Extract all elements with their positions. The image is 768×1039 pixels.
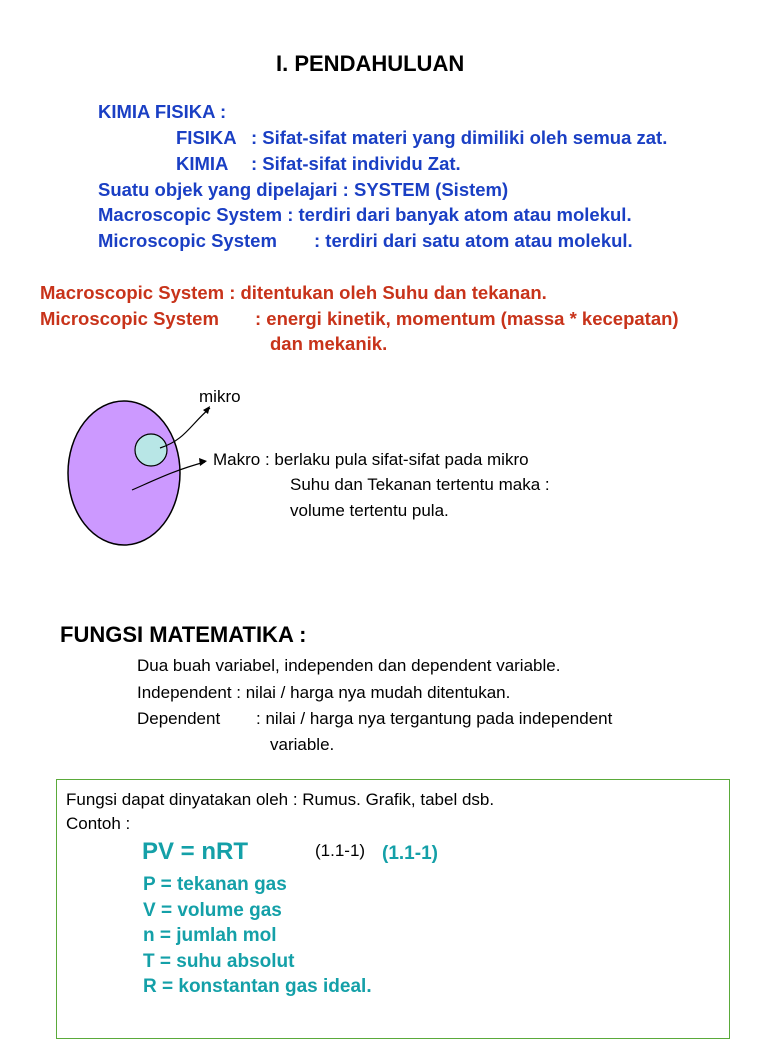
mikro-label: mikro	[199, 387, 241, 406]
dependent-definition: : nilai / harga nya tergantung pada independent	[256, 709, 613, 728]
microscopic-label-red: Microscopic System	[40, 308, 219, 329]
microscopic-label: Microscopic System	[98, 230, 277, 251]
macroscopic-determinants: Macroscopic System : ditentukan oleh Suhu dan tekanan.	[40, 282, 547, 303]
var-t: T = suhu absolut	[143, 951, 295, 972]
macroscopic-definition: Macroscopic System : terdiri dari banyak atom atau molekul.	[98, 204, 632, 225]
box-line-2: Contoh :	[66, 814, 131, 833]
kimia-label: KIMIA	[176, 153, 229, 174]
equation-number-plain: (1.1-1)	[315, 841, 366, 860]
macro-circle	[68, 401, 180, 545]
box-line-1: Fungsi dapat dinyatakan oleh : Rumus. Grafik, tabel dsb.	[66, 790, 495, 809]
dependent-label: Dependent	[137, 709, 221, 728]
makro-line-3: volume tertentu pula.	[290, 501, 449, 520]
microscopic-definition: : terdiri dari satu atom atau molekul.	[314, 230, 633, 251]
fungsi-line-2: Independent : nilai / harga nya mudah ditentukan.	[137, 683, 511, 702]
var-n: n = jumlah mol	[143, 925, 277, 946]
makro-arrowhead	[199, 458, 207, 466]
dependent-definition-cont: variable.	[270, 735, 335, 754]
ideal-gas-formula: PV = nRT	[142, 838, 249, 865]
page-title: I. PENDAHULUAN	[276, 51, 465, 76]
micro-circle	[135, 434, 167, 466]
var-v: V = volume gas	[143, 900, 282, 921]
kimia-fisika-heading: KIMIA FISIKA :	[98, 101, 227, 122]
fungsi-line-1: Dua buah variabel, independen dan dependent variable.	[137, 656, 561, 675]
microscopic-determinants: : energi kinetik, momentum (massa * kecepatan)	[255, 308, 679, 329]
var-p: P = tekanan gas	[143, 874, 287, 895]
equation-number-bold: (1.1-1)	[382, 843, 438, 864]
makro-line-1: Makro : berlaku pula sifat-sifat pada mikro	[213, 450, 529, 469]
fisika-definition: : Sifat-sifat materi yang dimiliki oleh semua zat.	[251, 127, 668, 148]
system-object-line: Suatu objek yang dipelajari : SYSTEM (Sistem)	[98, 179, 509, 200]
makro-line-2: Suhu dan Tekanan tertentu maka :	[290, 475, 550, 494]
fungsi-heading: FUNGSI MATEMATIKA :	[60, 622, 307, 647]
kimia-definition: : Sifat-sifat individu Zat.	[251, 153, 461, 174]
microscopic-determinants-cont: dan mekanik.	[270, 333, 388, 354]
fisika-label: FISIKA	[176, 127, 237, 148]
var-r: R = konstantan gas ideal.	[143, 976, 372, 997]
